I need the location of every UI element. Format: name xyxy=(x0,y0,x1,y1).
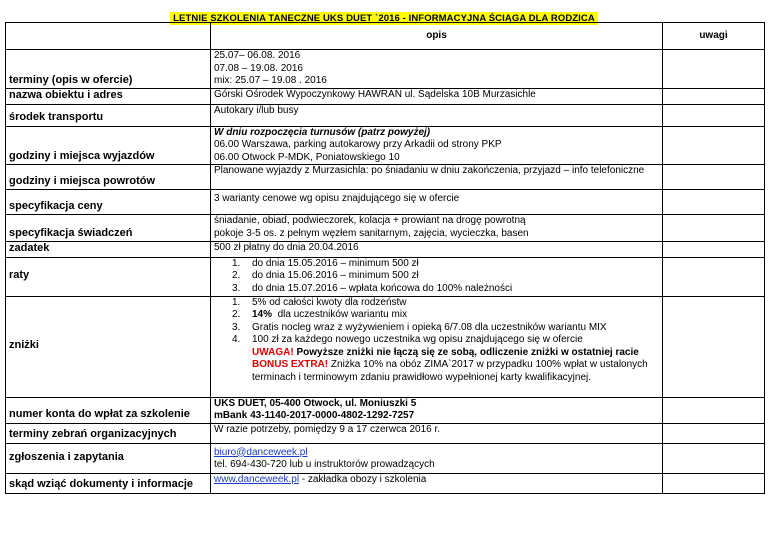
value-zadatek: 500 zł płatny do dnia 20.04.2016 xyxy=(211,242,663,258)
value-raty xyxy=(211,257,663,296)
znizka-num: 4. xyxy=(232,334,241,345)
znizki-uwaga xyxy=(214,347,659,360)
row-obiekt xyxy=(6,89,765,105)
uwagi-znizki xyxy=(663,296,765,397)
label-zadatek: zadatek xyxy=(6,242,211,258)
wyjazd-line-1: 06.00 Warszawa, parking autokarowy przy Arkadii od strony PKP xyxy=(214,139,502,150)
row-ceny xyxy=(6,190,765,215)
header-empty xyxy=(6,23,211,50)
rata-num: 1. xyxy=(232,257,241,269)
rata-text: do dnia 15.06.2016 – minimum 500 zł xyxy=(252,270,419,281)
label-znizki: zniżki xyxy=(6,296,211,397)
znizka-bold: 14% xyxy=(252,309,273,320)
value-konto xyxy=(211,397,663,423)
znizka-text: Gratis nocleg wraz z wyżywieniem i opieką 6/7.08 dla uczestników wariantu MIX xyxy=(252,321,607,333)
label-raty: raty xyxy=(6,257,211,296)
uwagi-konto xyxy=(663,397,765,423)
rata-num: 3. xyxy=(232,282,241,294)
header-row xyxy=(6,23,765,50)
raty-list xyxy=(214,258,659,296)
znizki-bonus xyxy=(214,359,659,372)
uwagi-zebrania xyxy=(663,423,765,443)
label-konto: numer konta do wpłat za szkolenie xyxy=(6,397,211,423)
label-swiadczenia: specyfikacja świadczeń xyxy=(6,215,211,242)
znizka-item xyxy=(214,334,659,347)
label-dokumenty: skąd wziąć dokumenty i informacje xyxy=(6,473,211,493)
uwagi-zadatek xyxy=(663,242,765,258)
konto-number: mBank 43-1140-2017-0000-4802-1292-7257 xyxy=(214,410,415,421)
telefon: tel. 694-430-720 lub u instruktorów prowadzących xyxy=(214,459,435,470)
rata-item xyxy=(214,283,659,296)
rata-text: do dnia 15.07.2016 – wpłata końcowa do 100% należności xyxy=(252,282,513,294)
value-zgloszenia xyxy=(211,443,663,473)
swiadczenia-line-1: śniadanie, obiad, podwieczorek, kolacja + prowiant na drogę powrotną xyxy=(214,215,526,226)
rata-item xyxy=(214,270,659,283)
label-terminy: terminy (opis w ofercie) xyxy=(6,50,211,89)
row-terminy xyxy=(6,50,765,89)
bonus-label: BONUS EXTRA! xyxy=(252,359,329,370)
row-konto xyxy=(6,397,765,423)
label-wyjazd: godziny i miejsca wyjazdów xyxy=(6,126,211,165)
znizki-list xyxy=(214,297,659,347)
value-wyjazd xyxy=(211,126,663,165)
bonus-text: Zniżka 10% na obóz ZIMA`2017 w przypadku 100% wpłat w ustalonych xyxy=(328,359,648,370)
swiadczenia-line-2: pokoje 3-5 os. z pełnym węzłem sanitarnym, zajęcia, wycieczka, basen xyxy=(214,227,529,239)
row-znizki xyxy=(6,296,765,397)
value-zebrania: W razie potrzeby, pomiędzy 9 a 17 czerwca 2016 r. xyxy=(211,423,663,443)
znizka-num: 1. xyxy=(232,296,241,308)
row-dokumenty xyxy=(6,473,765,493)
wyjazd-intro: W dniu rozpoczęcia turnusów (patrz powyżej) xyxy=(214,126,431,138)
uwagi-terminy xyxy=(663,50,765,89)
value-transport: Autokary i/lub busy xyxy=(211,104,663,126)
znizka-text: 5% od całości kwoty dla rodzeństw xyxy=(252,296,407,308)
uwagi-zgloszenia xyxy=(663,443,765,473)
document-title: LETNIE SZKOLENIA TANECZNE UKS DUET `2016 - INFORMACYJNA ŚCIĄGA DLA RODZICA xyxy=(170,12,598,25)
row-swiadczenia xyxy=(6,215,765,242)
row-zebrania xyxy=(6,423,765,443)
znizka-item xyxy=(214,309,659,322)
row-transport xyxy=(6,104,765,126)
termin-3: mix: 25.07 – 19.08 . 2016 xyxy=(214,75,327,86)
value-ceny: 3 warianty cenowe wg opisu znajdującego się w ofercie xyxy=(211,190,663,215)
value-swiadczenia xyxy=(211,215,663,242)
znizka-text: dla uczestników wariantu mix xyxy=(272,309,408,320)
value-znizki xyxy=(211,296,663,397)
uwagi-powrot xyxy=(663,165,765,190)
row-raty xyxy=(6,257,765,296)
label-zgloszenia: zgłoszenia i zapytania xyxy=(6,443,211,473)
uwagi-raty xyxy=(663,257,765,296)
rata-text: do dnia 15.05.2016 – minimum 500 zł xyxy=(252,257,419,269)
value-powrot: Planowane wyjazdy z Murzasichla: po śniadaniu w dniu zakończenia, przyjazd – info telefoniczne xyxy=(211,165,663,190)
value-terminy xyxy=(211,50,663,89)
value-dokumenty xyxy=(211,473,663,493)
header-uwagi: uwagi xyxy=(663,23,765,50)
website-link[interactable]: www.danceweek.pl xyxy=(214,473,300,485)
termin-1: 25.07– 06.08. 2016 xyxy=(214,50,301,61)
uwagi-dokumenty xyxy=(663,473,765,493)
konto-address: UKS DUET, 05-400 Otwock, ul. Moniuszki 5 xyxy=(214,397,417,409)
znizka-item xyxy=(214,322,659,335)
uwagi-wyjazd xyxy=(663,126,765,165)
row-wyjazd xyxy=(6,126,765,165)
label-zebrania: terminy zebrań organizacyjnych xyxy=(6,423,211,443)
row-zadatek xyxy=(6,242,765,258)
uwagi-swiadczenia xyxy=(663,215,765,242)
label-transport: środek transportu xyxy=(6,104,211,126)
termin-2: 07.08 – 19.08. 2016 xyxy=(214,62,303,74)
label-powrot: godziny i miejsca powrotów xyxy=(6,165,211,190)
email-link[interactable]: biuro@danceweek.pl xyxy=(214,446,308,458)
label-ceny: specyfikacja ceny xyxy=(6,190,211,215)
info-table xyxy=(5,22,765,494)
rata-num: 2. xyxy=(232,270,241,281)
rata-item xyxy=(214,258,659,271)
znizki-bonus-cont: terminach i terminowym zdaniu prawidłowo wypełnionej karty kwalifikacyjnej. xyxy=(252,371,592,383)
znizka-num: 2. xyxy=(232,309,241,320)
uwagi-transport xyxy=(663,104,765,126)
wyjazd-line-2: 06.00 Otwock P-MDK, Poniatowskiego 10 xyxy=(214,151,400,163)
header-opis: opis xyxy=(211,23,663,50)
dokumenty-text: - zakładka obozy i szkolenia xyxy=(299,473,427,485)
uwaga-text: Powyższe zniżki nie łączą się ze sobą, odliczenie zniżki w ostatniej racie xyxy=(293,346,639,358)
uwaga-label: UWAGA! xyxy=(252,346,294,358)
row-zgloszenia xyxy=(6,443,765,473)
znizka-num: 3. xyxy=(232,321,241,333)
znizka-item xyxy=(214,297,659,310)
value-obiekt: Górski Ośrodek Wypoczynkowy HAWRAŃ ul. Sądelska 10B Murzasichle xyxy=(211,89,663,105)
label-obiekt: nazwa obiektu i adres xyxy=(6,89,211,105)
uwagi-obiekt xyxy=(663,89,765,105)
znizka-text: 100 zł za każdego nowego uczestnika wg opisu znajdującego się w ofercie xyxy=(252,334,583,345)
row-powrot xyxy=(6,165,765,190)
uwagi-ceny xyxy=(663,190,765,215)
